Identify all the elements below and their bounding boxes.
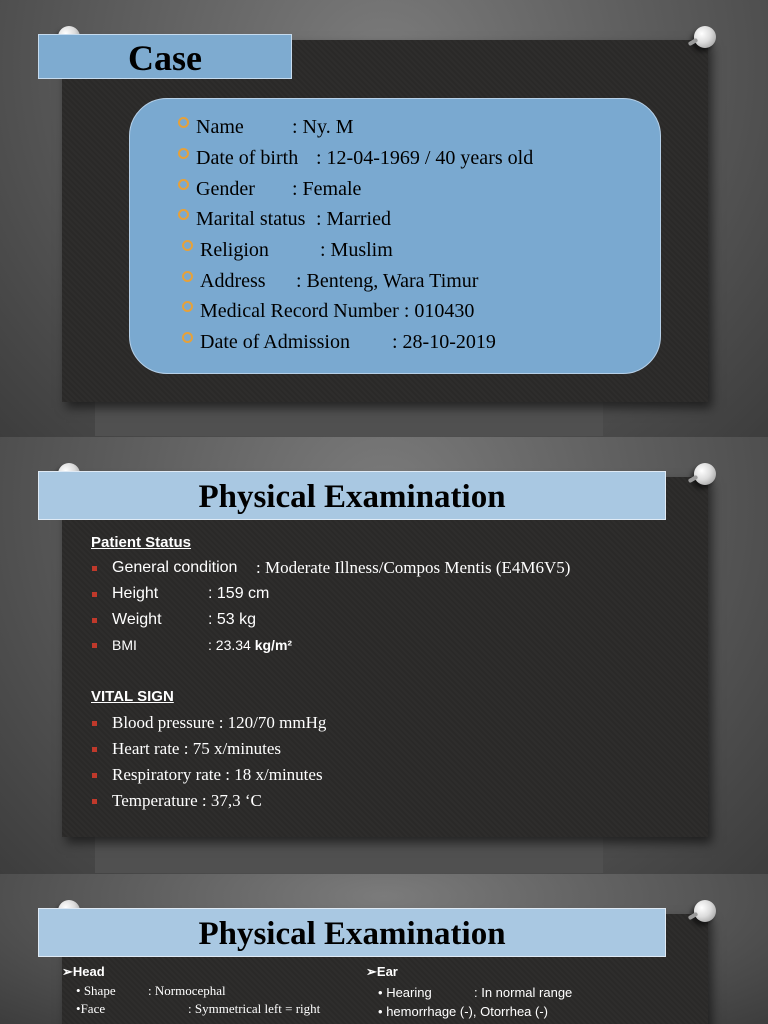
slide-title: Physical Examination	[38, 908, 666, 957]
slide-floor-shadow	[95, 400, 603, 436]
temperature: Temperature : 37,3 ‘C	[112, 791, 262, 810]
heart-rate: Heart rate : 75 x/minutes	[112, 739, 282, 758]
height-value: : 159 cm	[208, 585, 270, 602]
ring-bullet-icon	[182, 332, 193, 343]
weight-label: Weight	[112, 611, 162, 628]
ring-bullet-icon	[182, 271, 193, 282]
respiratory-rate: Respiratory rate : 18 x/minutes	[112, 765, 323, 784]
info-row-name: Name : Ny. M	[178, 115, 244, 139]
info-row-dob: Date of birth : 12-04-1969 / 40 years old	[178, 146, 298, 170]
head-shape-row: • Shape : Normocephal	[76, 983, 226, 998]
square-bullet-icon	[92, 799, 97, 804]
arrow-bullet-icon: ➢	[62, 964, 73, 979]
slide-physical-examination-2	[0, 874, 768, 1024]
square-bullet-icon	[92, 643, 97, 648]
square-bullet-icon	[92, 721, 97, 726]
info-row-gender: Gender : Female	[178, 177, 255, 201]
info-row-mrn: Medical Record Number : 010430	[182, 299, 474, 323]
info-row-marital: Marital status : Married	[178, 207, 305, 231]
height-label: Height	[112, 585, 159, 602]
ring-bullet-icon	[178, 209, 189, 220]
pushpin-icon	[694, 26, 716, 48]
bmi-label: BMI	[112, 637, 137, 653]
info-row-address: Address : Benteng, Wara Timur	[182, 269, 266, 293]
ear-heading: ➢Ear	[366, 964, 398, 979]
ring-bullet-icon	[182, 301, 193, 312]
slide-physical-examination-1	[0, 437, 768, 874]
slide-floor-shadow	[95, 837, 603, 873]
head-heading: ➢Head	[62, 964, 105, 979]
ring-bullet-icon	[178, 117, 189, 128]
vital-sign-heading: VITAL SIGN	[91, 688, 174, 705]
square-bullet-icon	[92, 618, 97, 623]
ear-hearing-row: • Hearing : In normal range	[378, 985, 573, 1000]
slide-case	[0, 0, 768, 437]
info-row-religion: Religion : Muslim	[182, 238, 269, 262]
square-bullet-icon	[92, 592, 97, 597]
general-condition-label: General condition	[112, 559, 238, 576]
square-bullet-icon	[92, 773, 97, 778]
weight-value: : 53 kg	[208, 611, 257, 628]
ring-bullet-icon	[178, 148, 189, 159]
bmi-value: : 23.34 kg/m²	[208, 637, 293, 653]
info-row-admission: Date of Admission : 28-10-2019	[182, 330, 350, 354]
ring-bullet-icon	[182, 240, 193, 251]
patient-status-heading: Patient Status	[91, 534, 192, 551]
square-bullet-icon	[92, 747, 97, 752]
ear-hemorrhage-row: • hemorrhage (-), Otorrhea (-)	[378, 1004, 549, 1019]
slide-title: Physical Examination	[38, 471, 666, 520]
square-bullet-icon	[92, 566, 97, 571]
head-face-row: •Face : Symmetrical left = right	[76, 1001, 321, 1016]
pushpin-icon	[694, 900, 716, 922]
general-condition-value: : Moderate Illness/Compos Mentis (E4M6V5)	[256, 558, 571, 577]
blood-pressure: Blood pressure : 120/70 mmHg	[112, 713, 327, 732]
slide-title: Case	[38, 34, 292, 79]
pushpin-icon	[694, 463, 716, 485]
ring-bullet-icon	[178, 179, 189, 190]
arrow-bullet-icon: ➢	[366, 964, 377, 979]
